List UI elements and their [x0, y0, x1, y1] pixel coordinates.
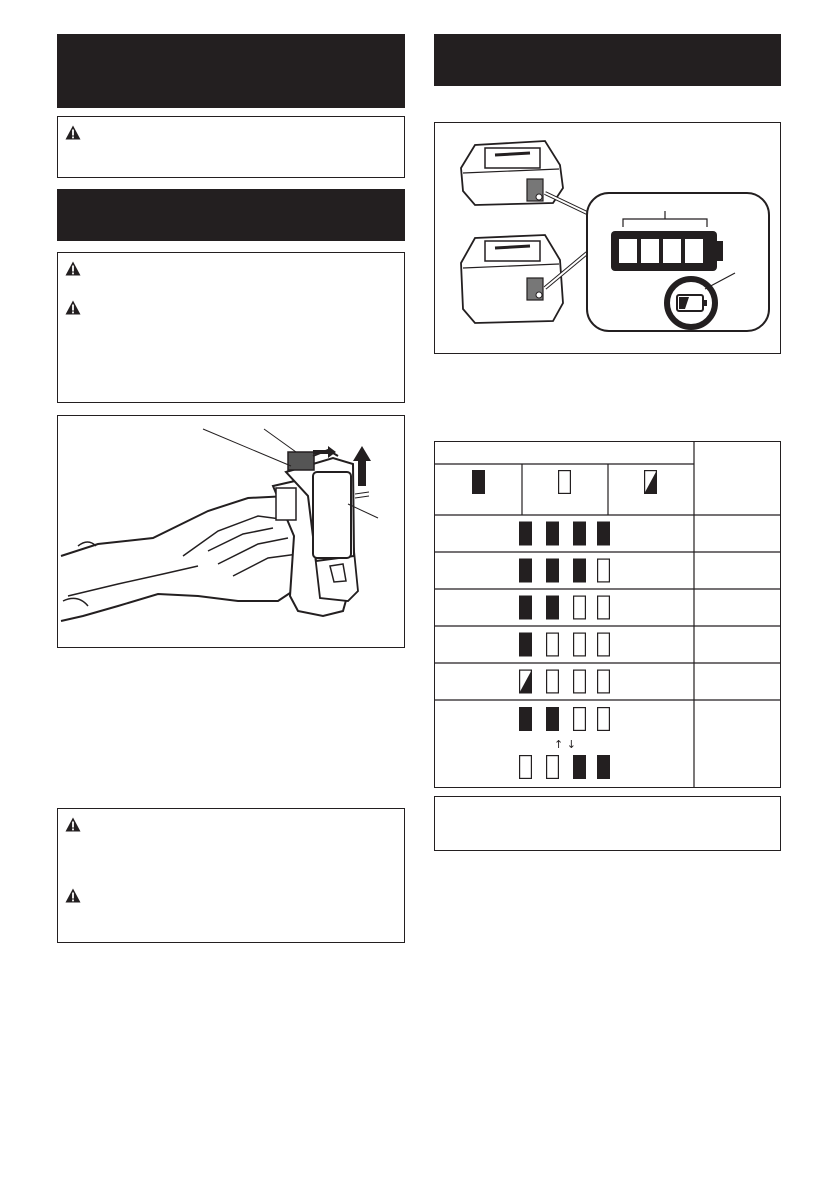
indicator-lamp: [519, 633, 532, 657]
warning-box: [57, 808, 405, 943]
indicator-lamp: [574, 708, 586, 731]
indicator-lamp: [597, 755, 610, 779]
indicator-lamp: [546, 596, 559, 620]
blink-arrows-icon: ↑ ↓: [554, 738, 576, 751]
warning-triangle-icon: [65, 888, 81, 903]
indicator-lamp: [546, 522, 559, 546]
section-header-bar: [57, 189, 405, 241]
warning-triangle-icon: [65, 261, 81, 276]
warning-box: [57, 252, 405, 403]
indicator-lamp: [574, 633, 586, 656]
indicator-lamp: [573, 559, 586, 583]
warning-triangle-icon: [65, 125, 81, 140]
indicator-lamp: [573, 522, 586, 546]
indicator-lamp: [598, 596, 610, 619]
indicator-lamp: [519, 707, 532, 731]
indicator-lamp: [519, 596, 532, 620]
indicator-lamp: [573, 755, 586, 779]
indicator-lamp: [546, 559, 559, 583]
indicator-table: [434, 441, 781, 788]
indicator-lamp: [520, 756, 532, 779]
indicator-lamp: [597, 522, 610, 546]
indicator-lamp: [598, 633, 610, 656]
indicator-lamp: [519, 522, 532, 546]
warning-triangle-icon: [65, 300, 81, 315]
battery-removal-figure: [57, 415, 405, 648]
legend-lamp-lighted-lamp: [472, 470, 485, 494]
indicator-lamp: [546, 707, 559, 731]
indicator-lamp: [598, 708, 610, 731]
indicator-lamp: [574, 596, 586, 619]
indicator-lamp: [547, 756, 559, 779]
note-box: [434, 796, 781, 851]
indicator-lamp: [598, 670, 610, 693]
indicator-lamp: [574, 670, 586, 693]
indicator-lamp: [547, 670, 559, 693]
warning-box: [57, 116, 405, 178]
battery-capacity-indicator-illustration: [435, 123, 780, 353]
indicator-lamp: [547, 633, 559, 656]
battery-insert-illustration: [58, 416, 404, 647]
warning-triangle-icon: [65, 817, 81, 832]
indicator-lamp: [519, 559, 532, 583]
battery-indicator-figure: [434, 122, 781, 354]
legend-lamp-off-lamp: [559, 471, 571, 494]
indicator-lamp: [598, 559, 610, 582]
section-header-bar: [434, 34, 781, 86]
indicator-table-graphic: [435, 442, 780, 787]
section-header-bar: [57, 34, 405, 108]
